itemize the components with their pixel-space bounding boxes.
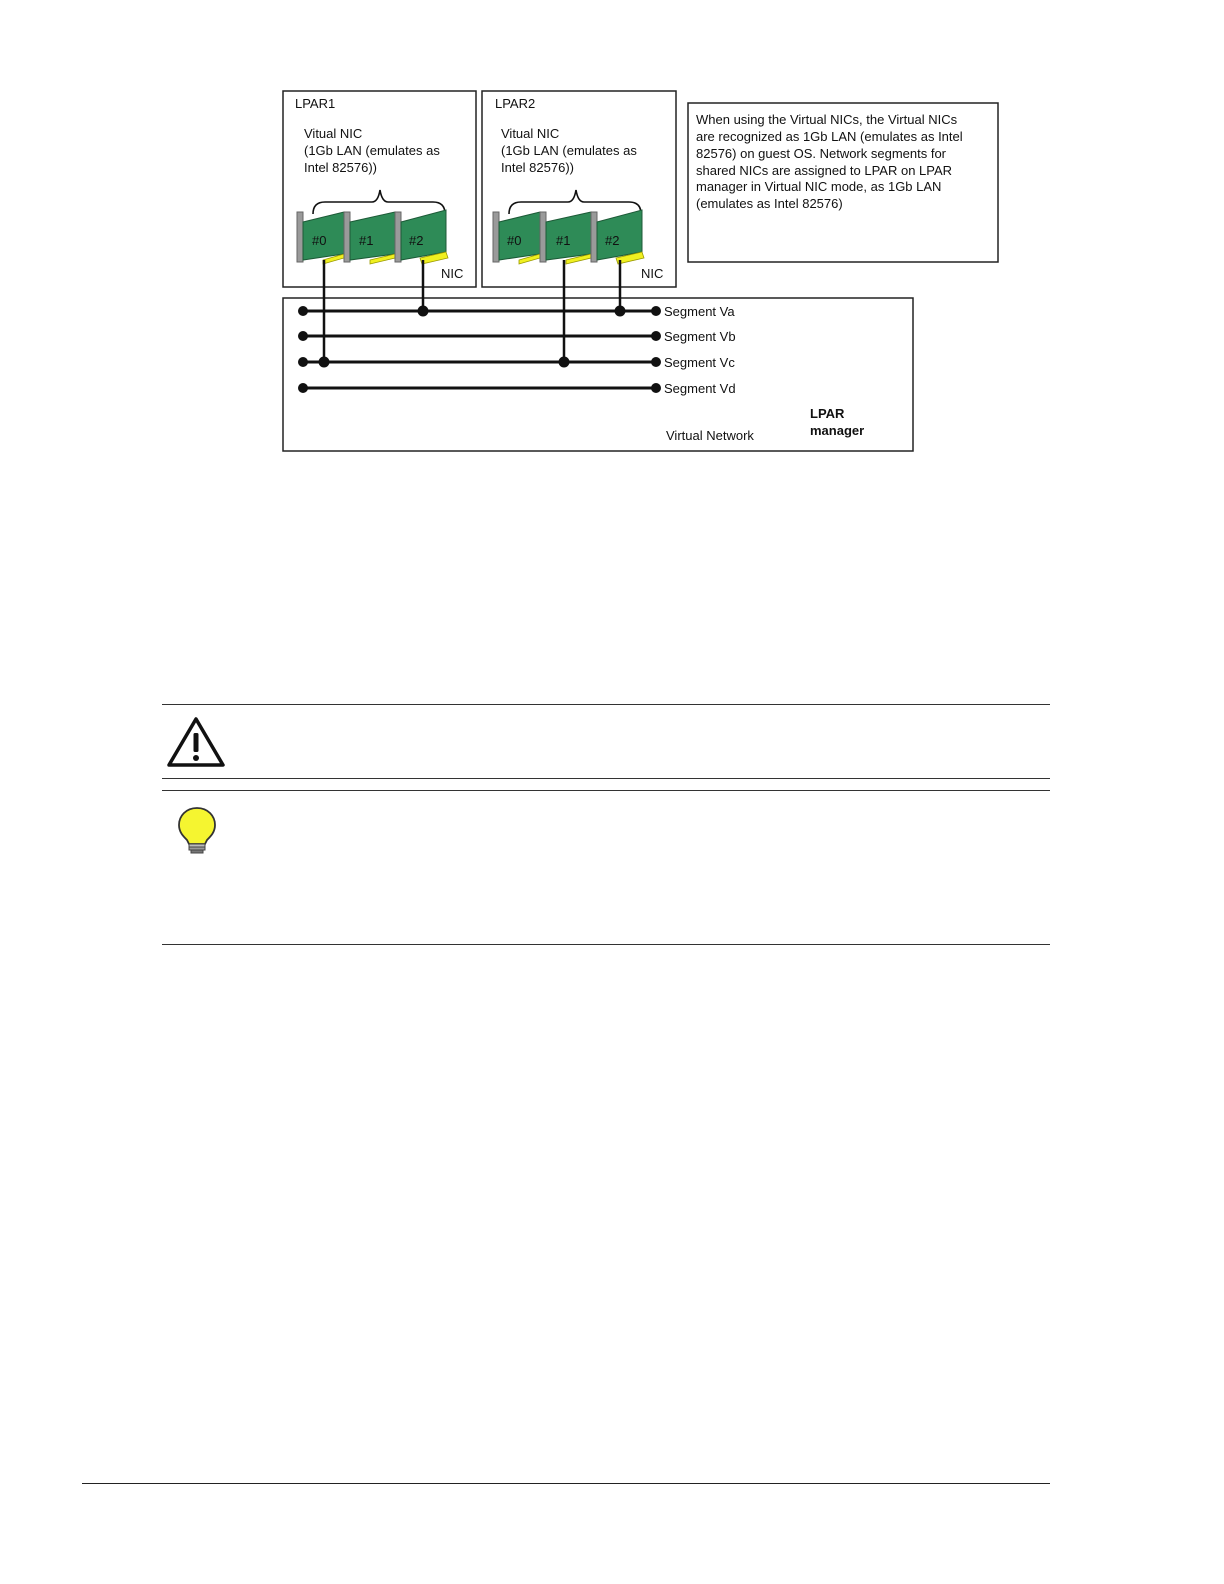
- lpar1-nic-label: NIC: [441, 266, 464, 281]
- lpar2-port-label-2: #2: [605, 233, 620, 248]
- virtual-network-label: Virtual Network: [666, 428, 754, 443]
- lpar1-port-label-1: #1: [359, 233, 374, 248]
- lpar-manager-label-line2: manager: [810, 423, 865, 438]
- note-box: [688, 103, 998, 262]
- lpar1-nic2-junction: [418, 306, 429, 317]
- lightbulb-icon: [176, 806, 218, 856]
- virtual-nic-diagram: [0, 0, 1224, 470]
- lpar2-nic1-junction: [559, 357, 570, 368]
- segment-vc-label: Segment Vc: [664, 355, 735, 370]
- note-line-5: manager in Virtual NIC mode, as 1Gb LAN: [696, 179, 942, 194]
- note-line-3: 82576) on guest OS. Network segments for: [696, 146, 947, 161]
- warning-triangle-icon: [166, 716, 226, 768]
- segment-va-start-dot: [298, 306, 308, 316]
- note-line-1: When using the Virtual NICs, the Virtual NICs: [696, 112, 958, 127]
- lpar2-port-label-1: #1: [556, 233, 571, 248]
- lpar1-vnic-line1: Vitual NIC: [304, 126, 363, 141]
- lpar2-vnic-line1: Vitual NIC: [501, 126, 560, 141]
- segment-va-end-dot: [651, 306, 661, 316]
- lpar-manager-box: [283, 298, 913, 451]
- tip-top-rule: [162, 790, 1050, 791]
- segment-va-label: Segment Va: [664, 304, 735, 319]
- note-line-6: (emulates as Intel 82576): [696, 196, 843, 211]
- segment-vc-start-dot: [298, 357, 308, 367]
- lpar-manager-label-line1: LPAR: [810, 406, 845, 421]
- segment-vd-label: Segment Vd: [664, 381, 736, 396]
- tip-bottom-rule: [162, 944, 1050, 945]
- lpar1-vnic-line2: (1Gb LAN (emulates as: [304, 143, 440, 158]
- note-line-4: shared NICs are assigned to LPAR on LPAR: [696, 163, 953, 178]
- caution-top-rule: [162, 704, 1050, 705]
- note-line-2: are recognized as 1Gb LAN (emulates as Intel: [696, 129, 963, 144]
- segment-vb-start-dot: [298, 331, 308, 341]
- segment-vc-end-dot: [651, 357, 661, 367]
- caution-bottom-rule: [162, 778, 1050, 779]
- lpar1-vnic-line3: Intel 82576)): [304, 160, 377, 175]
- lpar2-nic2-junction: [615, 306, 626, 317]
- lpar2-vnic-line3: Intel 82576)): [501, 160, 574, 175]
- lpar2-vnic-line2: (1Gb LAN (emulates as: [501, 143, 637, 158]
- lpar2-box: [482, 91, 676, 287]
- lpar1-port-label-2: #2: [409, 233, 424, 248]
- lpar1-box: [283, 91, 476, 287]
- lpar1-nic0-junction: [319, 357, 330, 368]
- lpar1-title: LPAR1: [295, 96, 336, 111]
- lpar2-port-label-0: #0: [507, 233, 522, 248]
- segment-vb-end-dot: [651, 331, 661, 341]
- segment-vb-label: Segment Vb: [664, 329, 736, 344]
- lpar2-title: LPAR2: [495, 96, 536, 111]
- segment-vd-end-dot: [651, 383, 661, 393]
- segment-vd-start-dot: [298, 383, 308, 393]
- lpar2-nic-label: NIC: [641, 266, 664, 281]
- lpar1-port-label-0: #0: [312, 233, 327, 248]
- footer-rule: [82, 1483, 1050, 1484]
